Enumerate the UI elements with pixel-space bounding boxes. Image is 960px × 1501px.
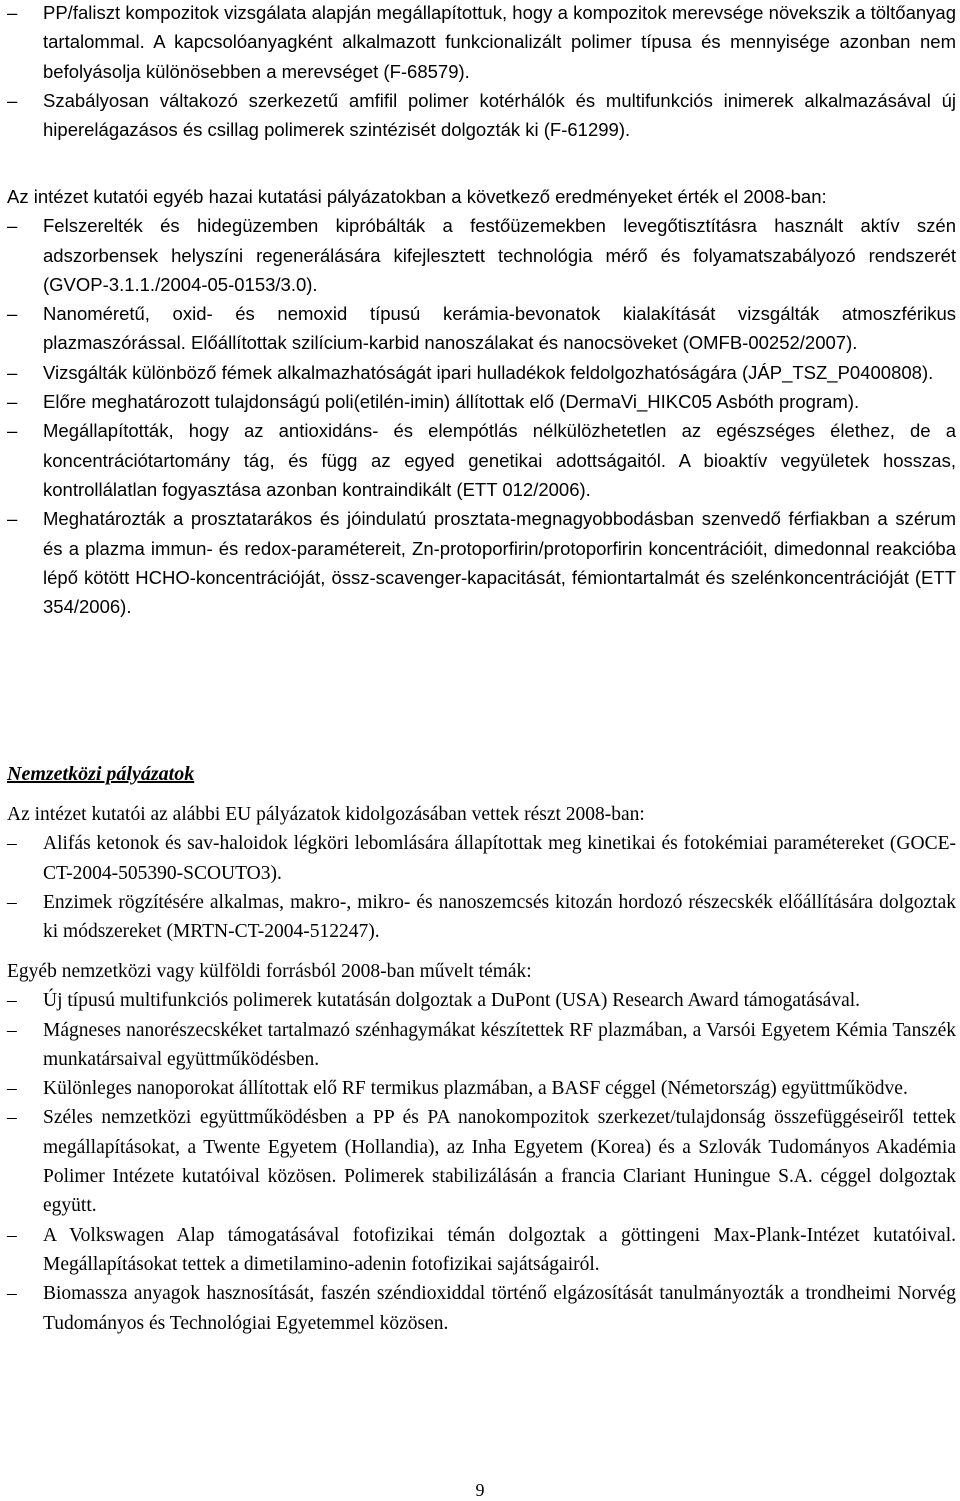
dash-bullet: – — [7, 89, 18, 111]
list-item — [7, 1016, 956, 1075]
section-2-intro: Az intézet kutatói egyéb hazai kutatási pályázatokban a következő eredményeket érték el 2008-ban: — [7, 186, 827, 207]
list-item-text: Vizsgálták különböző fémek alkalmazhatóságát ipari hulladékok feldolgozhatóságára (JÁP_TSZ_P0400808). — [43, 361, 934, 383]
list-item — [7, 1103, 956, 1220]
dash-bullet: – — [7, 361, 18, 383]
list-item — [7, 0, 956, 86]
list-item-text: Alifás ketonok és sav-haloidok légköri lebomlására állapítottak meg kinetikai és fotokémiai paramétereket (GOCE-CT-2004-505390-SCOUTO3). — [43, 833, 956, 884]
dash-bullet: – — [7, 833, 17, 855]
dash-bullet: – — [7, 1283, 17, 1305]
list-item — [7, 888, 956, 947]
list-item-text: Enzimek rögzítésére alkalmas, makro-, mikro- és nanoszemcsés kitozán hordozó részecskék előállítására dolgoztak ki módszereket (MRTN-CT-2004-512247). — [43, 891, 956, 943]
dash-bullet: – — [7, 1107, 17, 1129]
section-1-list — [7, 0, 956, 144]
list-item — [7, 504, 956, 621]
dash-bullet: – — [7, 303, 18, 325]
list-item-text: Széles nemzetközi együttműködésben a PP és PA nanokompozitok szerkezet/tulajdonság összefüggéseiről tettek megállapításokat, a Twente Egyetem (Hollandia), az Inha Egyetem (Korea) és a Szlovák Tudományos Akadémia Polimer Intézete kutatóival közösen. Polimerek stabilizálásán a francia Clariant Huningue S.A. céggel dolgoztak együtt. — [43, 1107, 956, 1217]
list-item-text: Nanoméretű, oxid- és nemoxid típusú kerámia-bevonatok kialakítását vizsgálták atmoszférikus plazmaszórással. Előállítottak szilícium-karbid nanoszálakat és nanocsöveket (OMFB-00252/2007). — [43, 303, 956, 354]
list-item — [7, 387, 956, 416]
section-2 — [7, 182, 956, 621]
section-3 — [7, 800, 956, 946]
list-item-text: Szabályosan váltakozó szerkezetű amfifil polimer kotérhálók és multifunkciós inimerek alkalmazásával új hiperelágazásos és csillag polimerek szintézisét dolgozták ki (F-61299). — [43, 89, 956, 141]
list-item — [7, 86, 956, 145]
list-item-text: A Volkswagen Alap támogatásával fotofizikai témán dolgoztak a göttingeni Max-Plank-Intézet kutatóival. Megállapításokat tettek a dimetilamino-adenin fotofizikai sajátságairól. — [43, 1224, 956, 1275]
list-item — [7, 1221, 956, 1280]
list-item — [7, 1279, 956, 1338]
list-item — [7, 986, 956, 1015]
list-item — [7, 829, 956, 888]
list-item-text: Biomassza anyagok hasznosítását, faszén széndioxiddal történő elgázosítását tanulmányozták a trondheimi Norvég Tudományos és Technológiai Egyetemmel közösen. — [43, 1283, 956, 1334]
list-item-text: Felszerelték és hidegüzemben kipróbálták a festőüzemekben levegőtisztításra használt aktív szén adszorbensek helyszíni regenerálására kifejlesztett technológia mérő és folyamatszabályozó rendszerét (GVOP-3.1.1./2004-05-0153/3.0). — [43, 215, 956, 295]
dash-bullet: – — [7, 420, 18, 442]
list-item-text: Mágneses nanorészecskéket tartalmazó szénhagymákat készítettek RF plazmában, a Varsói Egyetem Kémia Tanszék munkatársaival együttműködésben. — [43, 1019, 956, 1070]
list-item — [7, 1074, 956, 1103]
dash-bullet: – — [7, 1224, 17, 1246]
list-item-text: PP/faliszt kompozitok vizsgálata alapján megállapítottuk, hogy a kompozitok merevsége növekszik a töltőanyag tartalommal. A kapcsolóanyagként alkalmazott funkcionalizált polimer típusa és mennyisége azonban nem befolyásolja különösebben a merevséget (F-68579). — [43, 2, 956, 82]
list-item — [7, 358, 956, 387]
dash-bullet: – — [7, 215, 18, 237]
list-item — [7, 211, 956, 299]
list-item-text: Különleges nanoporokat állítottak elő RF termikus plazmában, a BASF céggel (Németország) együttműködve. — [43, 1078, 908, 1100]
list-item — [7, 416, 956, 504]
dash-bullet: – — [7, 1078, 17, 1100]
dash-bullet: – — [7, 2, 18, 23]
dash-bullet: – — [7, 508, 18, 530]
list-item — [7, 299, 956, 358]
dash-bullet: – — [7, 1019, 17, 1041]
section-3-intro: Az intézet kutatói az alábbi EU pályázatok kidolgozásában vettek részt 2008-ban: — [7, 804, 645, 825]
list-item-text: Új típusú multifunkciós polimerek kutatásán dolgoztak a DuPont (USA) Research Award támogatásával. — [43, 990, 861, 1012]
section-4-intro: Egyéb nemzetközi vagy külföldi forrásból 2008-ban művelt témák: — [7, 961, 532, 982]
list-item-text: Előre meghatározott tulajdonságú poli(etilén-imin) állítottak elő (DermaVi_HIKC05 Asbóth program). — [43, 391, 860, 413]
list-item-text: Meghatározták a prosztatarákos és jóindulatú prosztata-megnagyobbodásban szenvedő férfiakban a szérum és a plazma immun- és redox-paramétereit, Zn-protoporfirin/protoporfirin koncentrációit, dimedonnal reakcióba lépő kötött HCHO-koncentrációját, össz-scavenger-kapacitását, fémiontartalmát és szelénkoncentrációját (ETT 354/2006). — [43, 508, 956, 618]
page-number: 9 — [475, 1480, 485, 1500]
list-item-text: Megállapították, hogy az antioxidáns- és elempótlás nélkülözhetetlen az egészséges élethez, de a koncentrációtartomány tág, és függ az egyed genetikai adottságaitól. A bioaktív vegyületek hosszas, kontrollálatlan fogyasztása azonban kontraindikált (ETT 012/2006). — [43, 420, 956, 500]
dash-bullet: – — [7, 391, 18, 413]
section-heading: Nemzetközi pályázatok — [7, 763, 195, 785]
dash-bullet: – — [7, 990, 17, 1012]
section-4 — [7, 957, 956, 1338]
dash-bullet: – — [7, 891, 17, 913]
